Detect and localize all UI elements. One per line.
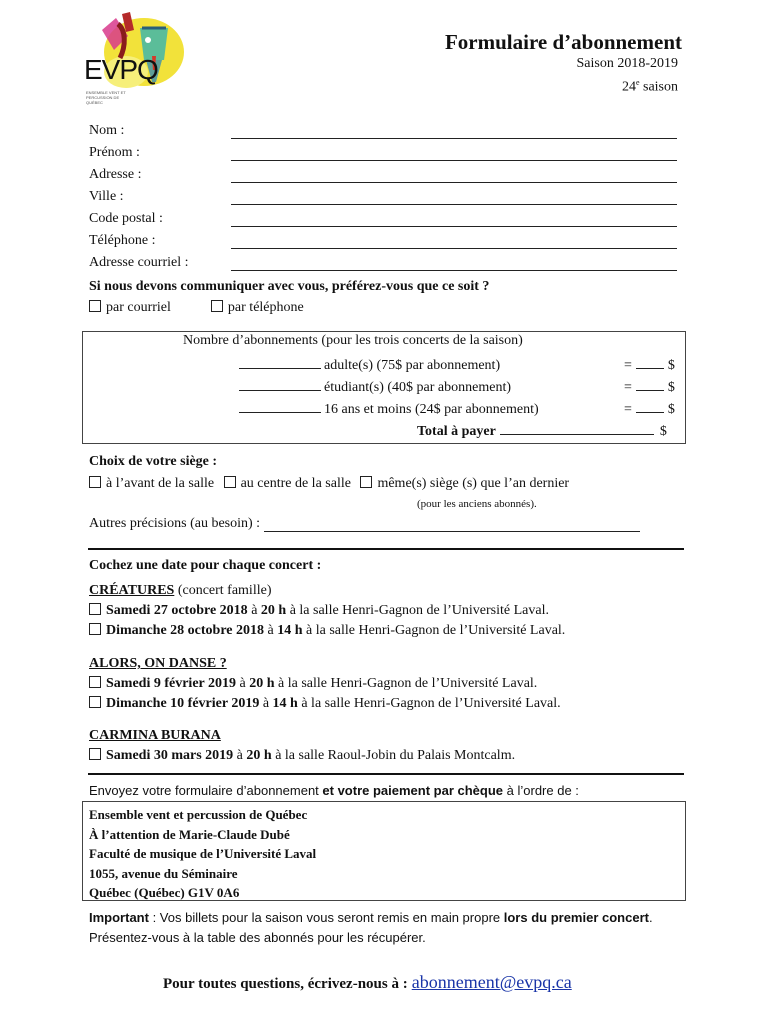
logo-text: EVPQ <box>84 54 158 85</box>
season-info <box>577 54 679 97</box>
concert-title: ALORS, ON DANSE ? <box>89 656 227 671</box>
address-line: 1055, avenue du Séminaire <box>89 865 238 881</box>
contact-question: Si nous devons communiquer avec vous, préférez-vous que ce soit ? <box>89 279 490 294</box>
email-link[interactable]: abonnement@evpq.ca <box>411 972 572 992</box>
seat-options <box>89 476 575 492</box>
divider <box>88 548 684 550</box>
checkbox[interactable] <box>224 476 236 488</box>
checkbox[interactable] <box>89 300 101 312</box>
field-label: Nom : <box>89 123 125 138</box>
quantity-line[interactable] <box>239 355 321 369</box>
contact-footer <box>163 972 572 993</box>
field-row-adresse <box>89 161 677 183</box>
concert-title: CARMINA BURANA <box>89 728 221 743</box>
concert-date-option[interactable]: Samedi 27 octobre 2018 à 20 h à la salle Henri-Gagnon de l’Université Laval. <box>89 601 565 621</box>
field-input-line[interactable] <box>231 234 677 249</box>
amount-field: = $ <box>624 377 675 396</box>
concerts-heading: Cochez une date pour chaque concert : <box>89 558 322 573</box>
other-details-label: Autres précisions (au besoin) : <box>89 516 261 531</box>
mailing-address <box>82 801 686 901</box>
field-label: Ville : <box>89 189 124 204</box>
field-row-courriel <box>89 249 677 271</box>
evpq-logo <box>82 10 192 110</box>
seat-option-front[interactable]: à l’avant de la salle <box>89 476 214 491</box>
address-line: Québec (Québec) G1V 0A6 <box>89 885 240 900</box>
concert-carmina-burana <box>89 726 515 766</box>
checkbox[interactable] <box>89 623 101 635</box>
concert-date-option[interactable]: Dimanche 10 février 2019 à 14 h à la salle Henri-Gagnon de l’Université Laval. <box>89 694 561 714</box>
footer-text: Pour toutes questions, écrivez-nous à : <box>163 976 408 992</box>
contact-options <box>89 300 304 316</box>
checkbox[interactable] <box>89 696 101 708</box>
page-title: Formulaire d’abonnement <box>444 30 682 54</box>
concert-creatures <box>89 581 565 641</box>
field-label: Code postal : <box>89 211 163 226</box>
concert-date-option[interactable]: Samedi 9 février 2019 à 20 h à la salle Henri-Gagnon de l’Université Laval. <box>89 674 561 694</box>
subscription-panel <box>82 331 686 444</box>
important-note: Important : Vos billets pour la saison vous seront remis en main propre lors du premier concert. Présentez-vous à la table des abonnés pour les récupérer. <box>89 910 653 945</box>
field-row-ville <box>89 183 677 205</box>
field-row-prenom <box>89 139 677 161</box>
contact-option-email[interactable]: par courriel <box>89 300 171 316</box>
send-instructions: Envoyez votre formulaire d’abonnement et votre paiement par chèque à l’ordre de : <box>89 783 579 798</box>
subscription-title: Nombre d’abonnements (pour les trois concerts de la saison) <box>183 333 523 348</box>
concert-title: CRÉATURES (concert famille) <box>89 583 272 598</box>
address-line: À l’attention de Marie-Claude Dubé <box>89 826 290 842</box>
field-input-line[interactable] <box>231 146 677 161</box>
amount-field: = $ <box>624 355 675 374</box>
contact-option-phone[interactable]: par téléphone <box>211 300 304 316</box>
field-input-line[interactable] <box>231 256 677 271</box>
checkbox[interactable] <box>211 300 223 312</box>
address-line: Faculté de musique de l’Université Laval <box>89 846 317 861</box>
amount-line[interactable] <box>636 399 664 413</box>
field-input-line[interactable] <box>231 124 677 139</box>
logo-small-text: ENSEMBLE VENT ET PERCUSSION DE QUÉBEC <box>86 90 126 105</box>
total-label: Total à payer <box>417 424 496 439</box>
quantity-line[interactable] <box>239 399 321 413</box>
checkbox[interactable] <box>360 476 372 488</box>
field-row-code-postal <box>89 205 677 227</box>
seat-note: (pour les anciens abonnés). <box>417 498 537 510</box>
seat-option-center[interactable]: au centre de la salle <box>224 476 351 491</box>
concert-date-option[interactable]: Dimanche 28 octobre 2018 à 14 h à la salle Henri-Gagnon de l’Université Laval. <box>89 621 565 641</box>
amount-line[interactable] <box>636 355 664 369</box>
field-label: Adresse : <box>89 167 142 182</box>
total-row: Total à payer $ <box>417 421 667 440</box>
field-input-line[interactable] <box>231 168 677 183</box>
amount-line[interactable] <box>636 377 664 391</box>
field-row-telephone <box>89 227 677 249</box>
total-line[interactable] <box>500 421 654 435</box>
field-input-line[interactable] <box>231 190 677 205</box>
field-label: Prénom : <box>89 145 140 160</box>
divider <box>88 773 684 775</box>
concert-alors-on-danse <box>89 654 561 714</box>
field-row-nom <box>89 117 677 139</box>
field-label: Adresse courriel : <box>89 255 189 270</box>
season-number: 24e saison <box>621 78 678 95</box>
checkbox[interactable] <box>89 476 101 488</box>
other-details <box>89 516 640 532</box>
subscription-row-adult: adulte(s) (75$ par abonnement) = $ <box>239 355 681 375</box>
seat-question: Choix de votre siège : <box>89 454 218 469</box>
season-years: Saison 2018-2019 <box>576 56 678 71</box>
quantity-line[interactable] <box>239 377 321 391</box>
field-input-line[interactable] <box>231 212 677 227</box>
address-line: Ensemble vent et percussion de Québec <box>89 807 308 822</box>
other-details-line[interactable] <box>264 517 640 532</box>
checkbox[interactable] <box>89 603 101 615</box>
subscription-row-youth: 16 ans et moins (24$ par abonnement) = $ <box>239 399 681 419</box>
checkbox[interactable] <box>89 748 101 760</box>
seat-option-same[interactable]: même(s) siège (s) que l’an dernier <box>360 476 569 491</box>
personal-fields <box>89 117 677 271</box>
checkbox[interactable] <box>89 676 101 688</box>
concert-date-option[interactable]: Samedi 30 mars 2019 à 20 h à la salle Raoul-Jobin du Palais Montcalm. <box>89 746 515 766</box>
amount-field: = $ <box>624 399 675 418</box>
subscription-row-student: étudiant(s) (40$ par abonnement) = $ <box>239 377 681 397</box>
field-label: Téléphone : <box>89 233 156 248</box>
